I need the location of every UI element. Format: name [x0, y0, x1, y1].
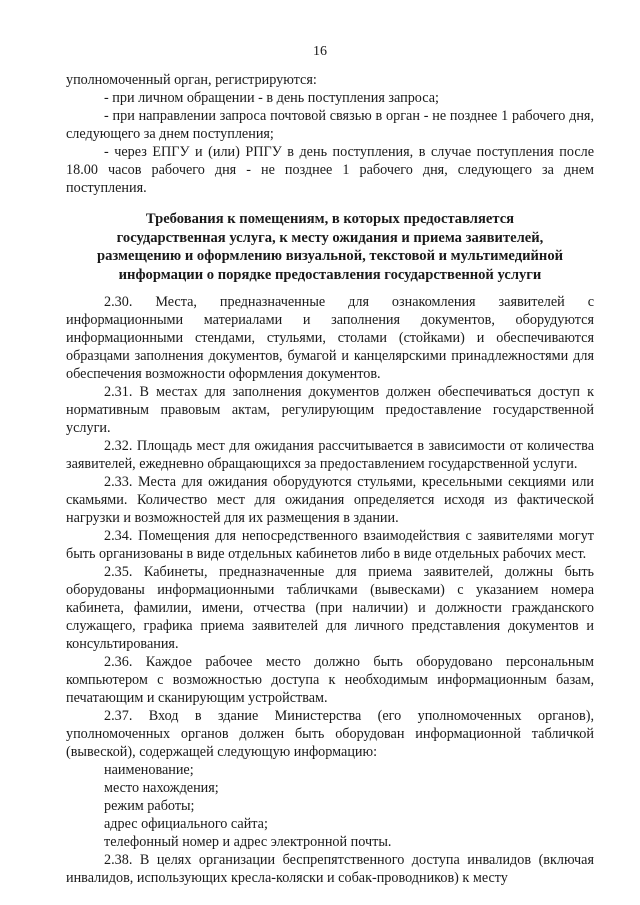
- sign-item-location: место нахождения;: [104, 780, 219, 796]
- intro-item-2: - при направлении запроса почтовой связью в орган - не позднее 1 рабочего дня, следующего за днем поступления;: [66, 108, 594, 142]
- paragraph-2-30: 2.30. Места, предназначенные для ознакомления заявителей с информационными материалами и заполнения документов, оборудуются информационными стендами, стульями, столами (стойками) и обеспечиваются образцами заполнения документов, бумагой и канцелярскими принадлежностями для обеспечения возможности оформления документов.: [66, 294, 594, 382]
- sign-item-schedule: режим работы;: [104, 798, 195, 814]
- sign-item-website: адрес официального сайта;: [104, 816, 268, 832]
- intro-block: [66, 71, 594, 197]
- intro-item-3: - через ЕПГУ и (или) РПГУ в день поступления, в случае поступления после 18.00 часов рабочего дня - не позднее 1 рабочего дня, следующего за днем поступления.: [66, 144, 594, 196]
- paragraph-2-38: 2.38. В целях организации беспрепятственного доступа инвалидов (включая инвалидов, использующих кресла-коляски и собак-проводников) к месту: [66, 852, 594, 886]
- paragraph-2-36: 2.36. Каждое рабочее место должно быть оборудовано персональным компьютером с возможностью доступа к необходимым информационным базам, печатающим и сканирующим устройствам.: [66, 654, 594, 706]
- paragraph-2-33: 2.33. Места для ожидания оборудуются стульями, кресельными секциями или скамьями. Количество мест для ожидания определяется исходя из фактической нагрузки и возможностей для их размещения в здании.: [66, 474, 594, 526]
- section-heading: Требования к помещениям, в которых предоставляется государственная услуга, к месту ожидания и приема заявителей, размещению и оформлению визуальной, текстовой и мультимедийной информации о порядке предоставления государственной услуги: [96, 211, 564, 283]
- paragraph-2-32: 2.32. Площадь мест для ожидания рассчитывается в зависимости от количества заявителей, ежедневно обращающихся за предоставлением государственной услуги.: [66, 438, 594, 472]
- intro-item-1: - при личном обращении - в день поступления запроса;: [104, 90, 439, 106]
- body-block: [66, 293, 594, 887]
- paragraph-2-34: 2.34. Помещения для непосредственного взаимодействия с заявителями могут быть организованы в виде отдельных кабинетов либо в виде отдельных рабочих мест.: [66, 528, 594, 562]
- paragraph-2-35: 2.35. Кабинеты, предназначенные для приема заявителей, должны быть оборудованы информационными табличками (вывесками) с указанием номера кабинета, фамилии, имени, отчества (при наличии) и должности гражданского служащего, графика приема заявителей для личного представления документов и консультирования.: [66, 564, 594, 652]
- page-number: 16: [313, 44, 327, 59]
- sign-item-contacts: телефонный номер и адрес электронной почты.: [104, 834, 392, 850]
- sign-item-name: наименование;: [104, 762, 194, 778]
- paragraph-2-31: 2.31. В местах для заполнения документов должен обеспечиваться доступ к нормативным правовым актам, регулирующим предоставление государственной услуги.: [66, 384, 594, 436]
- intro-lead: уполномоченный орган, регистрируются:: [66, 72, 317, 88]
- paragraph-2-37: 2.37. Вход в здание Министерства (его уполномоченных органов), уполномоченных органов должен быть оборудован информационной табличкой (вывеской), содержащей следующую информацию:: [66, 708, 594, 760]
